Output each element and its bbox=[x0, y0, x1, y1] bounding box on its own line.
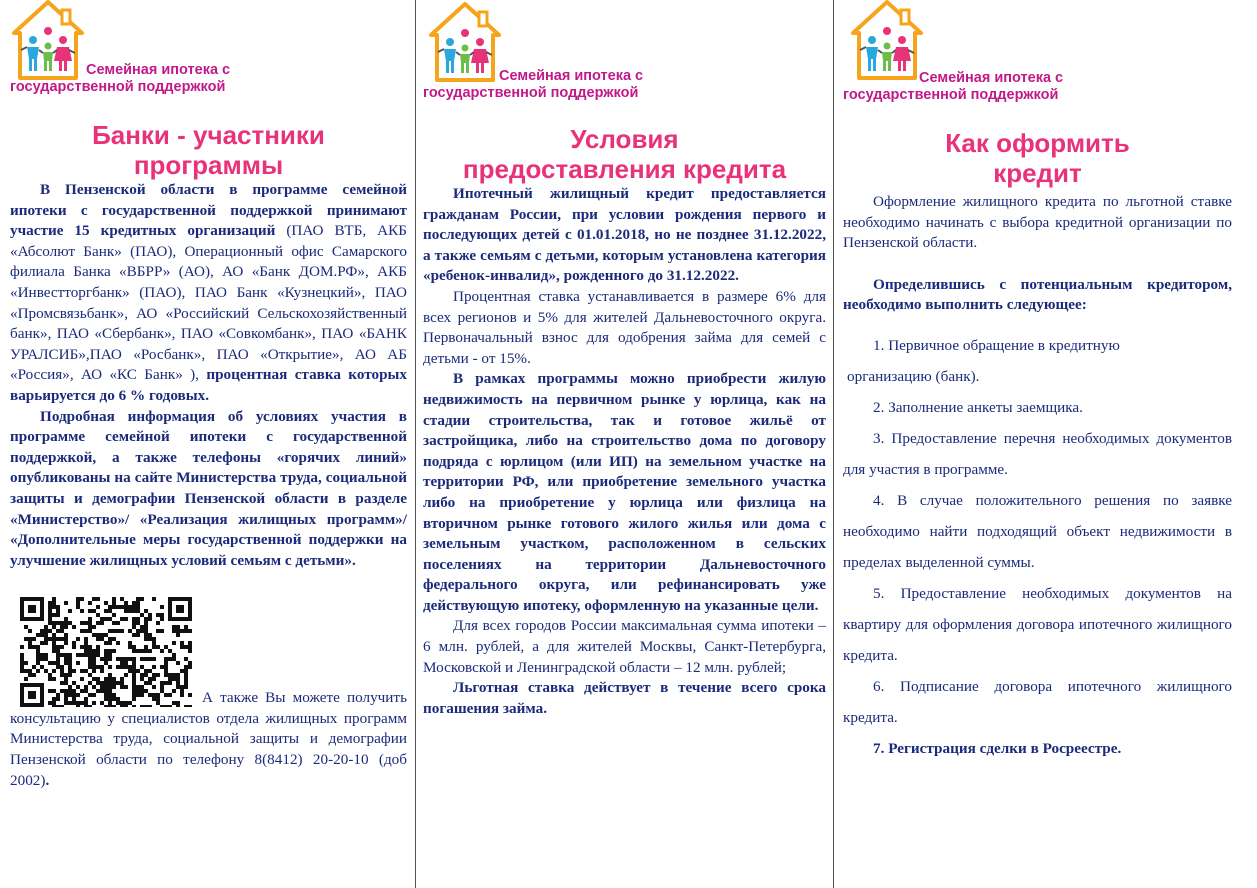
consultation-block bbox=[10, 597, 407, 791]
step-4: 4. В случае положительного решения по заявке необходимо найти подходящий объект недвижимости в пределах выделенной суммы. bbox=[843, 491, 1232, 571]
rate-term-paragraph: Льготная ставка действует в течение всего срока погашения займа. bbox=[423, 679, 826, 717]
column-how-to bbox=[835, 0, 1257, 888]
brand-name: Семейная ипотека с государственной поддержкой bbox=[10, 62, 231, 95]
steps-intro: Определившись с потенциальным кредитором, необходимо выполнить следующее: bbox=[843, 275, 1232, 314]
step-2: 2. Заполнение анкеты заемщика. bbox=[873, 398, 1083, 416]
column-banks bbox=[0, 0, 415, 888]
conditions-paragraph: Ипотечный жилищный кредит предоставляется гражданам России, при условии рождения первого и последующих детей с 01.01.2018, но не позднее 31.12.2022, а также семьям с детьми, которым установлена категория «ребенок-инвалид», рожденного до 31.12.2022. bbox=[423, 185, 826, 285]
consultation-paragraph: А также Вы можете получить консультацию у специалистов отдела жилищных программ Министерства труда, социальной защиты и демографии Пензенской области по телефону 8(8412) 20-20-10 (доб 2002). bbox=[10, 689, 407, 789]
steps-list bbox=[843, 330, 1232, 764]
rate-paragraph: Процентная ставка устанавливается в размере 6% для всех регионов и 5% для жителей Дальневосточного округа. Первоначальный взнос для одобрения займа для семей с детьми - от 15%. bbox=[423, 287, 826, 367]
step-1: 1. Первичное обращение в кредитную bbox=[873, 336, 1120, 354]
property-paragraph: В рамках программы можно приобрести жилую недвижимость на первичном рынке у юрлица, как на стадии строительства, так и готовое жильё от застройщика, либо на строительство дома по договору подряда с юрлицом (или ИП) на земельном участке на территории РФ, или приобретение земельного участка либо на приобретение у юрлица или физлица на вторичном рынке готового жилого жилья или дома с земельным участком, расположенном в сельских поселениях на территории Дальневосточного федерального округа, или рефинансировать уже действующую ипотеку, оформленную на указанные цели. bbox=[423, 370, 826, 614]
column-divider bbox=[415, 0, 416, 888]
max-amount-paragraph: Для всех городов России максимальная сумма ипотеки – 6 млн. рублей, а для жителей Москвы, Санкт-Петербурга, Московской и Ленинградской области – 12 млн. рублей; bbox=[423, 617, 826, 676]
brand-logo bbox=[423, 0, 826, 124]
step-6: 6. Подписание договора ипотечного жилищного кредита. bbox=[843, 677, 1232, 726]
column-divider bbox=[833, 0, 834, 888]
brand-name: Семейная ипотека с государственной поддержкой bbox=[843, 70, 1064, 103]
banks-paragraph: В Пензенской области в программе семейной ипотеки с государственной поддержкой принимают участие 15 кредитных организаций (ПАО ВТБ, АКБ «Абсолют Банк» (ПАО), Операционный офис Самарского филиала Банка «ВБРР» (АО), АО «Банк ДОМ.РФ», АКБ «Инвестторгбанк» (ПАО), ПАО Банк «Кузнецкий», ПАО «Промсвязьбанк», АО «Российский Сельскохозяйственный банк», ПАО «Сбербанк», ПАО «Совкомбанк», ПАО «БАНК УРАЛСИБ»,ПАО «Росбанк», ПАО «Открытие», АО АБ «Россия», АО «КС Банк» ), процентная ставка которых варьируется до 6 % годовых. bbox=[10, 181, 408, 404]
brand-name: Семейная ипотека с государственной поддержкой bbox=[423, 68, 644, 101]
step-7: 7. Регистрация сделки в Росреестре. bbox=[873, 739, 1122, 757]
brand-logo bbox=[10, 0, 407, 114]
qr-code-icon bbox=[20, 597, 192, 707]
house-family-icon bbox=[849, 0, 925, 80]
info-paragraph: Подробная информация об условиях участия в программе семейной ипотеки с государственной поддержкой, а также телефоны «горячих линий» опубликованы на сайте Министерства труда, социальной защиты и демографии Пензенской области в разделе «Министерство»/ «Реализация жилищных программ»/ «Дополнительные меры государственной поддержки на улучшение жилищных условий семьям с детьми». bbox=[10, 407, 407, 569]
section-title-how-to: Как оформить кредит bbox=[945, 128, 1130, 188]
step-1-cont: организацию (банк). bbox=[847, 367, 980, 385]
brand-logo bbox=[843, 0, 1232, 128]
column-conditions bbox=[417, 0, 833, 888]
intro-paragraph: Оформление жилищного кредита по льготной ставке необходимо начинать с выбора кредитной организации по Пензенской области. bbox=[843, 193, 1232, 252]
step-3: 3. Предоставление перечня необходимых документов для участия в программе. bbox=[843, 429, 1232, 478]
section-title-conditions: Условия предоставления кредита bbox=[462, 124, 787, 184]
section-title-banks: Банки - участники программы bbox=[92, 120, 325, 180]
step-5: 5. Предоставление необходимых документов на квартиру для оформления договора ипотечного жилищного кредита. bbox=[843, 584, 1232, 664]
